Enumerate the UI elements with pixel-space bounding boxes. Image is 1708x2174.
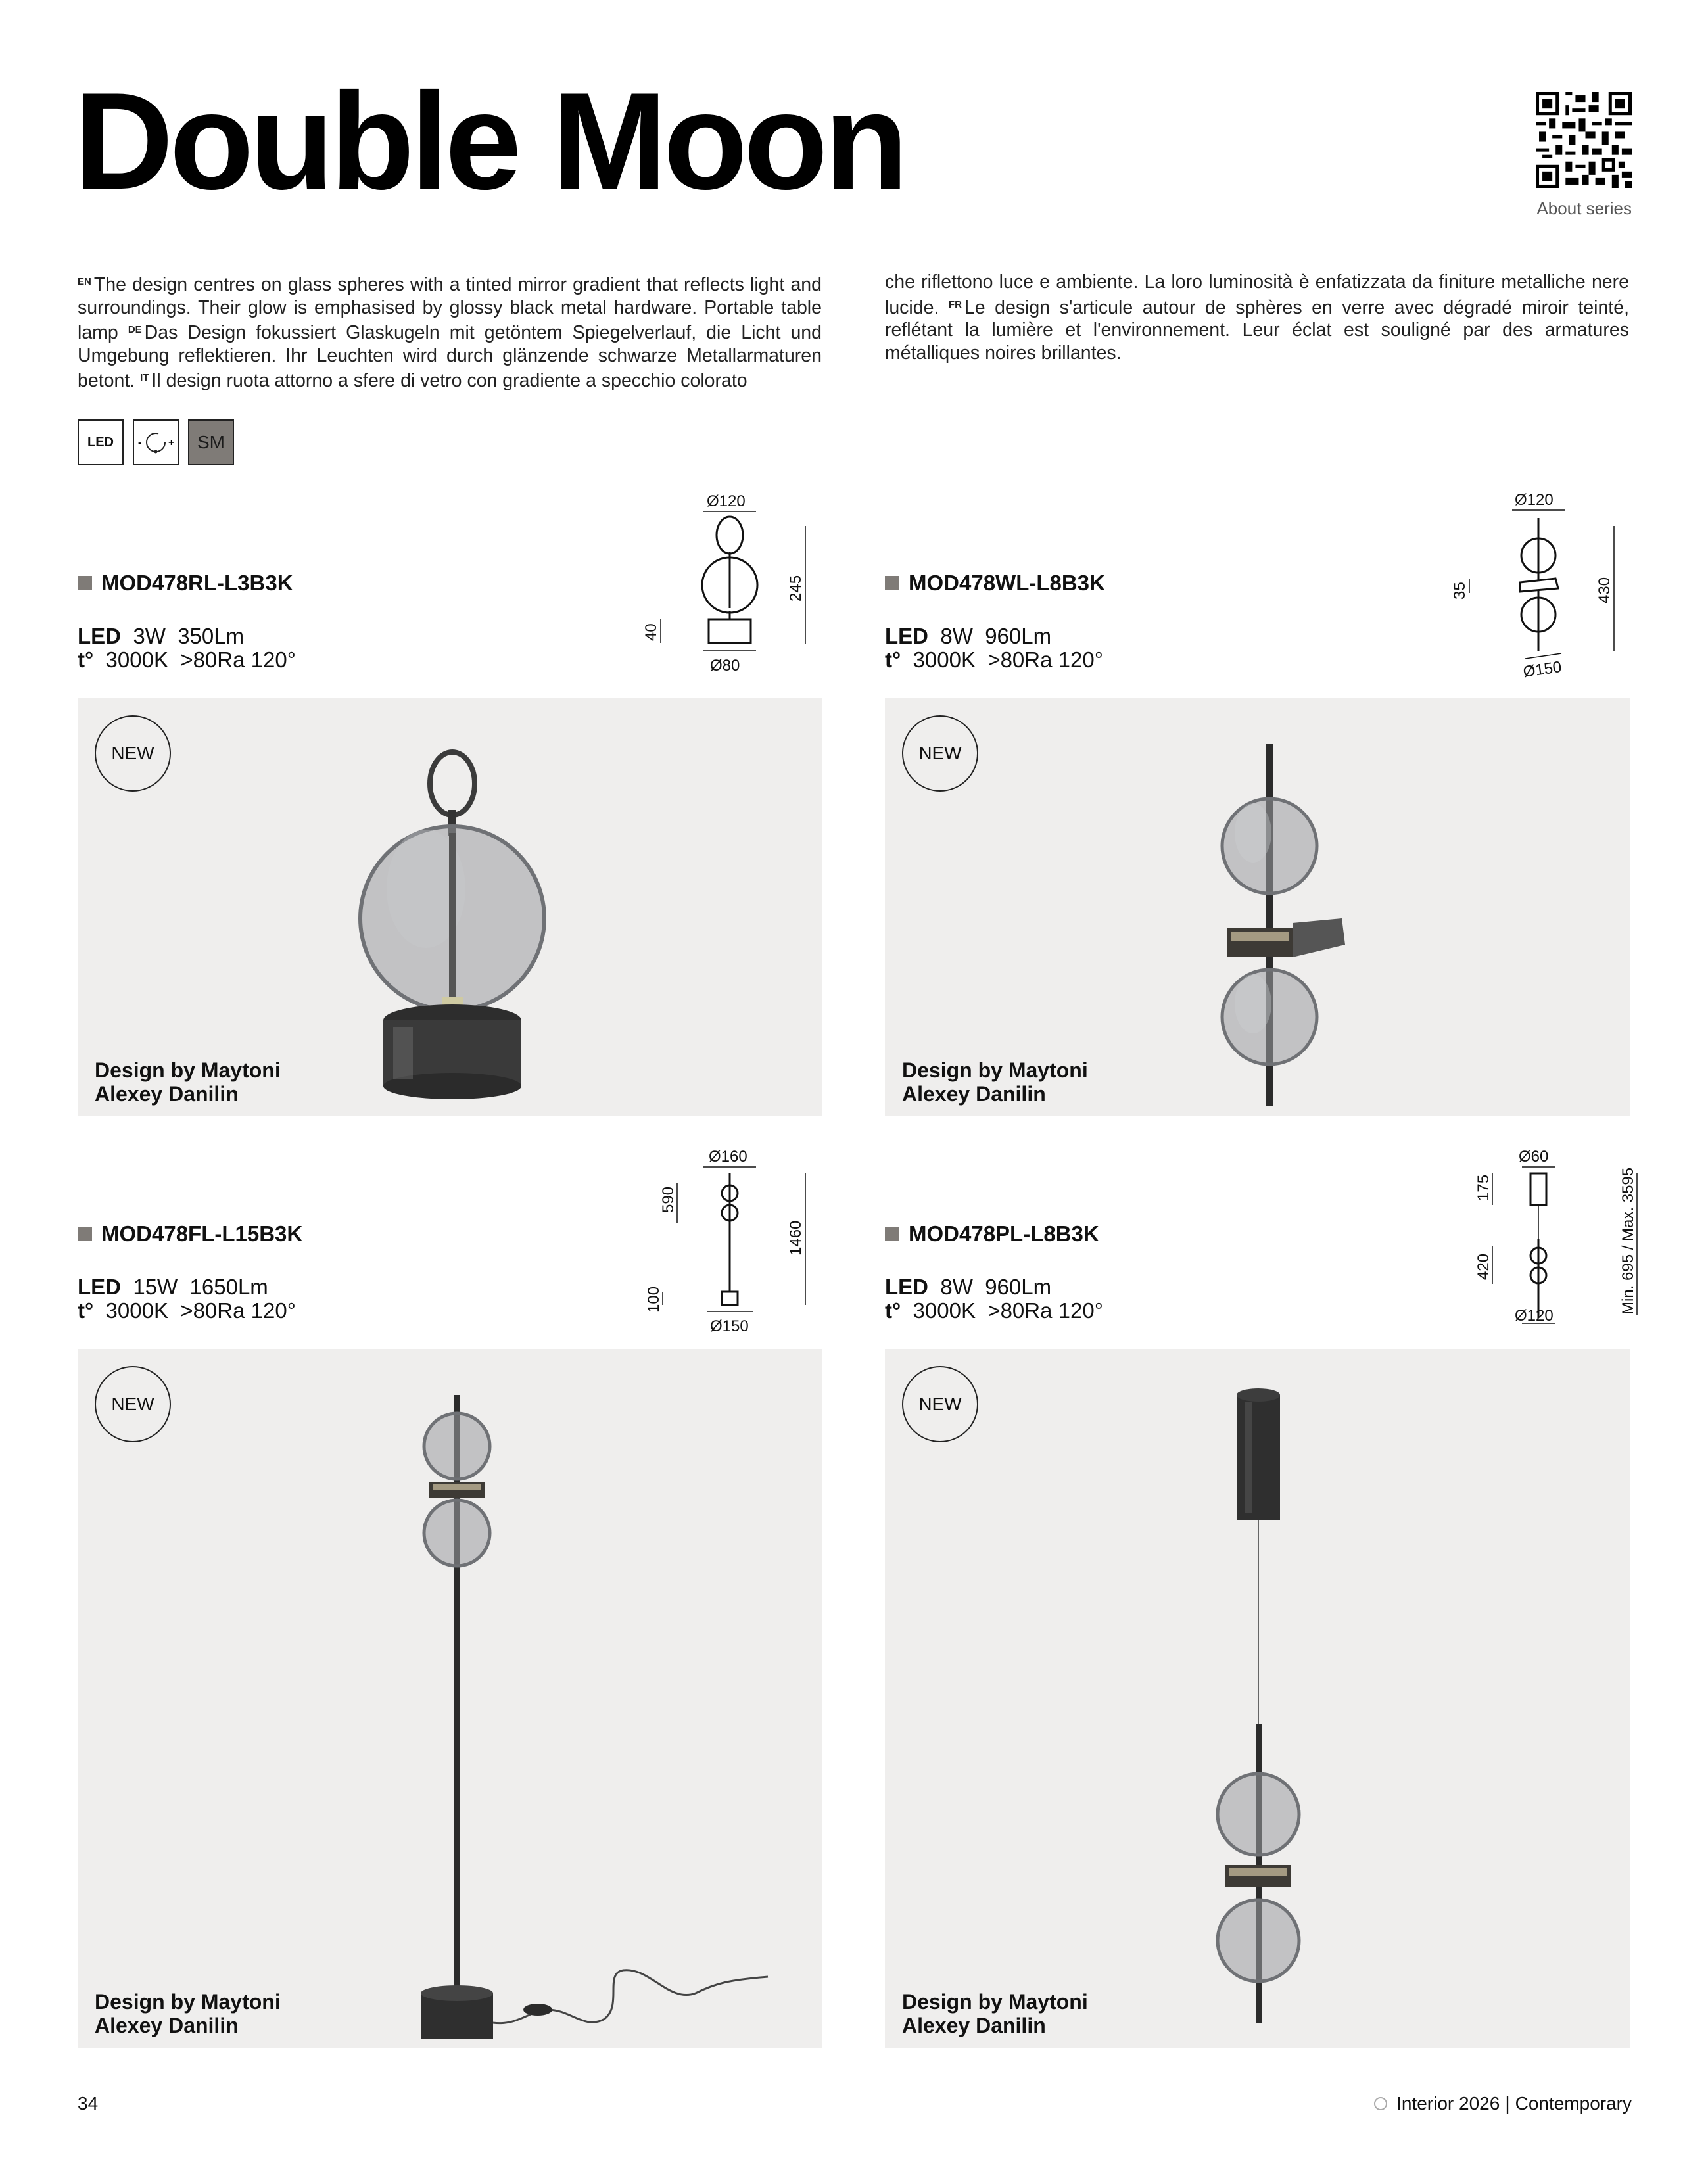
dimension-drawing — [631, 486, 828, 684]
qr-code-icon[interactable] — [1536, 92, 1632, 188]
circle-icon — [1374, 2097, 1387, 2110]
new-badge: NEW — [902, 1366, 978, 1442]
led-icon: LED — [78, 419, 124, 465]
color-square-icon — [885, 1227, 899, 1241]
description-column-left — [78, 271, 822, 392]
feature-icons — [78, 419, 234, 465]
page-number: 34 — [78, 2093, 99, 2114]
footer-catalog: Interior 2026 — [1396, 2093, 1500, 2114]
svg-text:Ø150: Ø150 — [710, 1317, 749, 1335]
description-de: Das Design fokussiert Glaskugeln mit getöntem Spiegelverlauf, die Licht und Umgebung reflektieren. Ihr Leuchten wird durch glänzende schwarze Metallarmaturen betont. — [78, 322, 822, 391]
footer — [1374, 2093, 1632, 2114]
svg-text:Ø120: Ø120 — [1515, 491, 1554, 509]
dimmer-icon — [133, 419, 179, 465]
pendant-lamp-image — [1200, 1375, 1332, 2039]
svg-text:1460: 1460 — [787, 1220, 805, 1256]
dimension-drawing — [1440, 486, 1637, 684]
description-it-part2: che riflettono luce e ambiente. La loro luminosità è enfatizzata da finiture metalliche nere lucide. — [885, 272, 1629, 318]
designer-credit: Design by Maytoni Alexey Danilin — [95, 1058, 281, 1106]
product-image-panel — [78, 1349, 822, 2048]
product-code: MOD478WL-L8B3K — [885, 571, 1105, 596]
dimension-drawing — [1440, 1141, 1650, 1338]
dimension-drawing — [631, 1141, 828, 1338]
svg-text:-: - — [138, 437, 142, 448]
svg-text:100: 100 — [645, 1286, 663, 1313]
page-title: Double Moon — [74, 64, 905, 218]
designer-credit: Design by Maytoni Alexey Danilin — [95, 1990, 281, 2037]
color-square-icon — [885, 576, 899, 590]
footer-separator: | — [1505, 2093, 1510, 2114]
new-badge: NEW — [902, 715, 978, 792]
svg-text:Ø60: Ø60 — [1519, 1148, 1549, 1166]
qr-caption: About series — [1536, 199, 1632, 218]
color-square-icon — [78, 576, 92, 590]
svg-text:420: 420 — [1475, 1253, 1492, 1280]
svg-text:430: 430 — [1596, 577, 1613, 603]
product-image-panel — [885, 698, 1630, 1116]
description-column-right — [885, 271, 1629, 364]
designer-credit: Design by Maytoni Alexey Danilin — [902, 1058, 1088, 1106]
product-spec: LED 8W 960Lm t° 3000K >80Ra 120° — [885, 1275, 1103, 1323]
svg-text:+: + — [168, 437, 175, 448]
floor-lamp-image — [406, 1388, 774, 2039]
sm-icon: SM — [188, 419, 234, 465]
description-it-part1: Il design ruota attorno a sfere di vetro con gradiente a specchio colorato — [151, 370, 747, 391]
product-spec: LED 3W 350Lm t° 3000K >80Ra 120° — [78, 624, 296, 672]
svg-text:Ø80: Ø80 — [710, 657, 740, 674]
svg-text:245: 245 — [787, 575, 805, 602]
lang-tag-it: IT — [140, 372, 149, 383]
designer-credit: Design by Maytoni Alexey Danilin — [902, 1990, 1088, 2037]
color-square-icon — [78, 1227, 92, 1241]
lang-tag-en: EN — [78, 276, 91, 287]
product-spec: LED 15W 1650Lm t° 3000K >80Ra 120° — [78, 1275, 296, 1323]
product-image-panel — [885, 1349, 1630, 2048]
product-code: MOD478PL-L8B3K — [885, 1221, 1099, 1246]
wall-lamp-image — [1187, 738, 1352, 1112]
svg-text:175: 175 — [1475, 1174, 1492, 1201]
product-code: MOD478RL-L3B3K — [78, 571, 293, 596]
product-image-panel — [78, 698, 822, 1116]
svg-text:40: 40 — [642, 623, 660, 641]
new-badge: NEW — [95, 715, 171, 792]
lang-tag-fr: FR — [948, 298, 962, 310]
svg-text:Ø120: Ø120 — [707, 492, 746, 510]
product-code: MOD478FL-L15B3K — [78, 1221, 302, 1246]
svg-text:Ø120: Ø120 — [1515, 1307, 1554, 1325]
svg-text:Min. 695 / Max. 3595: Min. 695 / Max. 3595 — [1619, 1167, 1637, 1315]
svg-text:Ø160: Ø160 — [709, 1148, 747, 1166]
svg-text:590: 590 — [659, 1186, 677, 1213]
new-badge: NEW — [95, 1366, 171, 1442]
lang-tag-de: DE — [128, 324, 142, 335]
product-spec: LED 8W 960Lm t° 3000K >80Ra 120° — [885, 624, 1103, 672]
footer-section: Contemporary — [1515, 2093, 1632, 2114]
table-lamp-image — [354, 738, 551, 1106]
svg-text:Ø150: Ø150 — [1522, 658, 1563, 681]
description-fr: Le design s'articule autour de sphères en verre avec dégradé miroir teinté, reflétant la lumière et l'environnement. Leur éclat est souligné par des armatures métalliques noires brillantes. — [885, 296, 1629, 364]
description-en: The design centres on glass spheres with a tinted mirror gradient that reflects light and surroundings. Their glow is emphasised by glossy black metal hardware. Portable table lamp — [78, 274, 822, 343]
svg-text:35: 35 — [1451, 582, 1469, 600]
